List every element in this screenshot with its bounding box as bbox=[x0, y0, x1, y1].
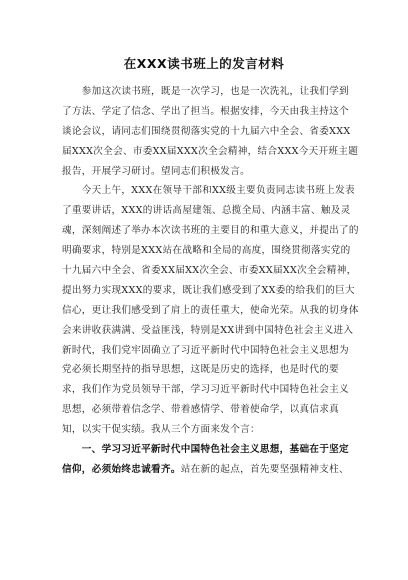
section-heading-bold-2: 信仰，必须始终忠诚看齐。 bbox=[62, 463, 181, 475]
body-line: 党必须长期坚持的指导思想，这既是历史的选择，也是时代的要 bbox=[62, 364, 340, 376]
body-line: 信心，更让我们感受到了肩上的责任重大，使命光荣。从我的切身体 bbox=[62, 304, 359, 316]
body-line: 了方法、学定了信念、学出了担当。根据安排，今天由我主持这个 bbox=[62, 105, 349, 117]
body-line: 魂，深刻阐述了举办本次读书班的主要目的和重大意义，并提出了的 bbox=[62, 225, 359, 237]
body-line: 知，以实干促实绩。我从三个方面来发个言： bbox=[62, 424, 260, 436]
document-title: 在XXX读书班上的发言材料 bbox=[123, 56, 285, 71]
section-heading-line bbox=[62, 440, 352, 460]
body-line: 了重要讲话，XXX的讲话高屋建瓴、总揽全局、内涵丰富、触及灵 bbox=[62, 205, 351, 217]
body-line: 思想，必须带着信念学、带着感情学、带着使命学，以真信求真 bbox=[62, 404, 340, 416]
body-line: 届XXX次全会、市委XX届XXX次全会精神，结合XXX今天开班主题 bbox=[62, 145, 359, 157]
body-line: 报告，开展学习研讨。望同志们积极发言。 bbox=[62, 165, 250, 177]
body-line: 参加这次读书班，既是一次学习，也是一次洗礼，让我们学到 bbox=[62, 86, 349, 97]
body-line: 明确要求，特别是XXX站在战略和全局的高度，围绕贯彻落实党的 bbox=[62, 245, 351, 257]
section-heading-line-2 bbox=[62, 460, 352, 480]
body-line: 谈论会议，请同志们围绕贯彻落实党的十九届六中全会、省委XXX bbox=[62, 125, 351, 137]
body-line: 求，我们作为党员领导干部，学习习近平新时代中国特色社会主义 bbox=[62, 384, 349, 396]
section-heading-tail: 站在新的起点，首先要坚强精神支柱、 bbox=[180, 463, 349, 475]
section-heading-bold: 一、学习习近平新时代中国特色社会主义思想，基础在于坚定 bbox=[62, 444, 349, 456]
body-line: 今天上午，XXX在领导干部和XX级主要负责同志读书班上发表 bbox=[62, 185, 355, 197]
document-body bbox=[62, 82, 359, 480]
body-line: 新时代，我们党牢固确立了习近平新时代中国特色社会主义思想为 bbox=[62, 344, 349, 356]
body-line: 提出努力实现XXX的要求，既让我们感受到了XX委的给我们的巨大 bbox=[62, 284, 355, 296]
body-line: 十九届六中全会、省委XX届XX次全会、市委XX届XX次全会精神， bbox=[62, 265, 357, 277]
body-line: 会来讲收获满满、受益匪浅，特别是XX讲到中国特色社会主义进入 bbox=[62, 324, 354, 336]
